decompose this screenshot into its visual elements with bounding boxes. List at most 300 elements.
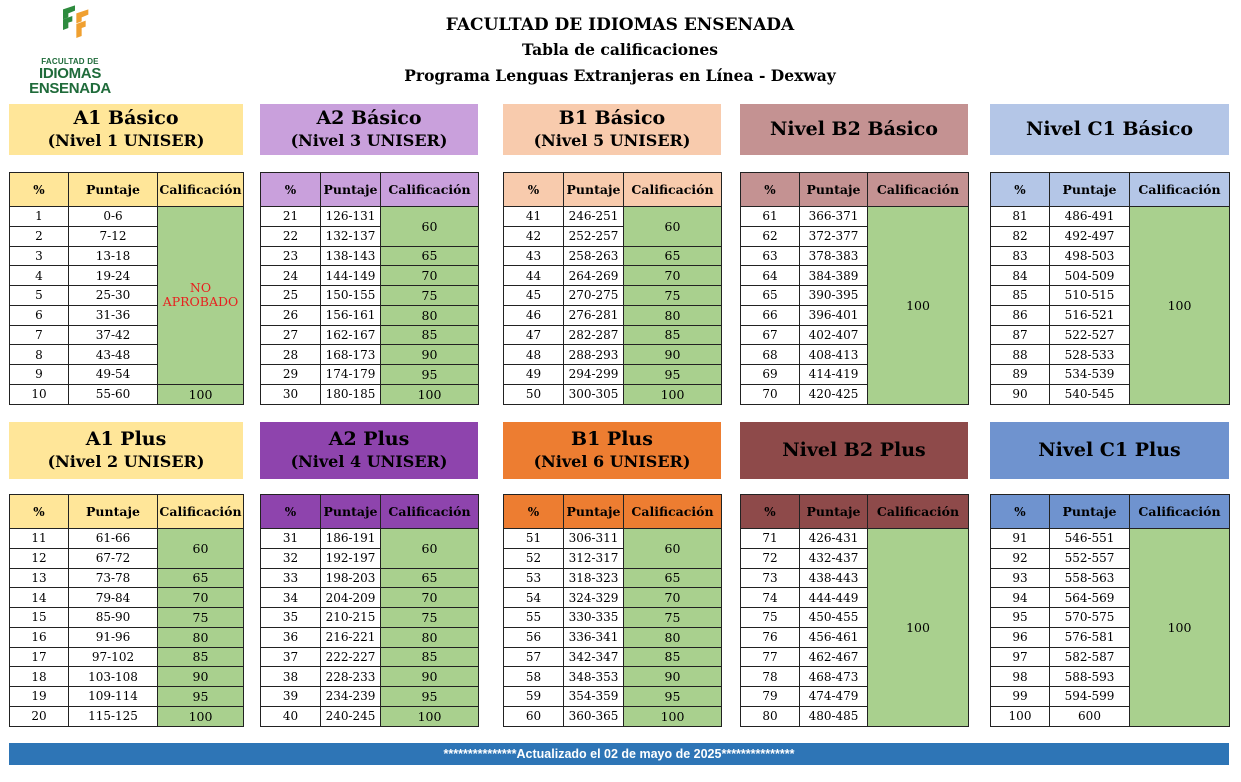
table-header-row [741,495,969,529]
percent-cell: 34 [261,588,321,608]
percent-cell: 49 [504,365,564,385]
percent-cell: 15 [10,608,69,628]
plus-level-4-grade-table [740,494,969,727]
table-row [10,647,244,667]
table-row [261,325,479,345]
percent-cell: 94 [991,588,1050,608]
table-header-row [504,173,722,207]
percent-cell: 50 [504,384,564,404]
column-header-grade: Calificación [624,495,722,529]
percent-cell: 3 [10,246,69,266]
percent-cell: 57 [504,647,564,667]
table-row [261,667,479,687]
percent-cell: 2 [10,226,69,246]
score-range-cell: 103-108 [69,667,158,687]
logo-text-line1: FACULTAD DE [41,57,99,66]
percent-cell: 26 [261,305,321,325]
grade-cell: 85 [381,647,479,667]
table-header-row [741,173,969,207]
column-header-grade: Calificación [1130,173,1230,207]
score-range-cell: 492-497 [1050,226,1130,246]
grade-cell: 65 [624,568,722,588]
score-range-cell: 109-114 [69,687,158,707]
percent-cell: 11 [10,529,69,549]
percent-cell: 43 [504,246,564,266]
plus-level-4-banner [740,422,968,479]
score-range-cell: 67-72 [69,548,158,568]
grade-cell: 95 [381,365,479,385]
percent-cell: 69 [741,365,800,385]
score-range-cell: 504-509 [1050,266,1130,286]
basic-level-3-name: B1 Básico [558,107,666,130]
column-header-score: Puntaje [69,173,158,207]
table-row [261,647,479,667]
column-header-pct: % [741,495,800,529]
table-row [741,207,969,227]
grade-cell: 100 [1130,529,1230,727]
score-range-cell: 402-407 [800,325,868,345]
percent-cell: 25 [261,286,321,306]
score-range-cell: 408-413 [800,345,868,365]
grade-cell: 85 [624,325,722,345]
percent-cell: 87 [991,325,1050,345]
percent-cell: 73 [741,568,800,588]
column-header-score: Puntaje [1050,173,1130,207]
score-range-cell: 426-431 [800,529,868,549]
grade-cell: 95 [158,687,244,707]
score-range-cell: 534-539 [1050,365,1130,385]
score-range-cell: 115-125 [69,706,158,726]
score-range-cell: 222-227 [321,647,381,667]
percent-cell: 33 [261,568,321,588]
percent-cell: 76 [741,627,800,647]
score-range-cell: 132-137 [321,226,381,246]
table-row [10,207,244,227]
percent-cell: 100 [991,706,1050,726]
score-range-cell: 37-42 [69,325,158,345]
score-range-cell: 300-305 [564,384,624,404]
grade-cell: 75 [624,608,722,628]
score-range-cell: 25-30 [69,286,158,306]
score-range-cell: 546-551 [1050,529,1130,549]
percent-cell: 53 [504,568,564,588]
grade-cell: 80 [158,627,244,647]
faculty-logo-icon [18,4,128,64]
plus-level-5-name: Nivel C1 Plus [1038,438,1181,461]
percent-cell: 12 [10,548,69,568]
score-range-cell: 73-78 [69,568,158,588]
percent-cell: 21 [261,207,321,227]
score-range-cell: 162-167 [321,325,381,345]
score-range-cell: 138-143 [321,246,381,266]
grade-cell: 80 [381,627,479,647]
not-passed-grade-cell: NO APROBADO [158,207,244,385]
percent-cell: 67 [741,325,800,345]
score-range-cell: 498-503 [1050,246,1130,266]
percent-cell: 89 [991,365,1050,385]
table-header-row [504,495,722,529]
score-range-cell: 174-179 [321,365,381,385]
plus-level-2-banner [260,422,478,479]
basic-level-5-grade-table [990,172,1230,405]
percent-cell: 30 [261,384,321,404]
score-range-cell: 264-269 [564,266,624,286]
score-range-cell: 216-221 [321,627,381,647]
table-row [10,529,244,549]
percent-cell: 61 [741,207,800,227]
percent-cell: 82 [991,226,1050,246]
basic-level-5-name: Nivel C1 Básico [1025,117,1194,140]
column-header-score: Puntaje [564,173,624,207]
column-header-pct: % [504,173,564,207]
table-row [504,345,722,365]
score-range-cell: 486-491 [1050,207,1130,227]
score-range-cell: 91-96 [69,627,158,647]
plus-level-3-subtitle: (Nivel 6 UNISER) [533,452,691,472]
percent-cell: 45 [504,286,564,306]
column-header-pct: % [991,173,1050,207]
percent-cell: 54 [504,588,564,608]
table-header-row [991,173,1230,207]
grade-cell: 100 [381,706,479,726]
score-range-cell: 204-209 [321,588,381,608]
table-row [261,529,479,549]
score-range-cell: 306-311 [564,529,624,549]
score-range-cell: 540-545 [1050,384,1130,404]
grade-cell: 80 [624,305,722,325]
score-range-cell: 570-575 [1050,608,1130,628]
score-range-cell: 282-287 [564,325,624,345]
score-range-cell: 600 [1050,706,1130,726]
percent-cell: 5 [10,286,69,306]
plus-level-2-subtitle: (Nivel 4 UNISER) [290,452,448,472]
percent-cell: 44 [504,266,564,286]
grade-cell: 100 [1130,207,1230,405]
basic-level-1-banner [9,104,243,155]
score-range-cell: 234-239 [321,687,381,707]
table-header-row [261,173,479,207]
table-row [10,384,244,404]
column-header-pct: % [991,495,1050,529]
column-header-pct: % [10,173,69,207]
grade-cell: 85 [381,325,479,345]
grade-cell: 90 [624,345,722,365]
column-header-score: Puntaje [800,173,868,207]
table-row [261,627,479,647]
page-title: FACULTAD DE IDIOMAS ENSENADA [445,15,795,35]
percent-cell: 37 [261,647,321,667]
table-header-row [991,495,1230,529]
table-row [504,266,722,286]
score-range-cell: 474-479 [800,687,868,707]
table-row [10,667,244,687]
score-range-cell: 438-443 [800,568,868,588]
percent-cell: 6 [10,305,69,325]
grade-cell: 100 [624,706,722,726]
score-range-cell: 384-389 [800,266,868,286]
percent-cell: 55 [504,608,564,628]
score-range-cell: 294-299 [564,365,624,385]
percent-cell: 64 [741,266,800,286]
table-row [261,608,479,628]
percent-cell: 70 [741,384,800,404]
score-range-cell: 19-24 [69,266,158,286]
score-range-cell: 420-425 [800,384,868,404]
percent-cell: 52 [504,548,564,568]
table-row [504,529,722,549]
percent-cell: 97 [991,647,1050,667]
score-range-cell: 468-473 [800,667,868,687]
table-row [261,687,479,707]
percent-cell: 32 [261,548,321,568]
percent-cell: 79 [741,687,800,707]
percent-cell: 92 [991,548,1050,568]
score-range-cell: 444-449 [800,588,868,608]
plus-level-2-name: A2 Plus [328,428,410,451]
column-header-grade: Calificación [868,495,969,529]
column-header-score: Puntaje [321,495,381,529]
table-row [261,384,479,404]
grade-cell: 70 [381,588,479,608]
percent-cell: 72 [741,548,800,568]
column-header-score: Puntaje [564,495,624,529]
score-range-cell: 79-84 [69,588,158,608]
table-row [10,706,244,726]
score-range-cell: 186-191 [321,529,381,549]
grade-cell: 75 [381,286,479,306]
grade-cell: 65 [381,568,479,588]
percent-cell: 18 [10,667,69,687]
grade-cell: 90 [381,345,479,365]
percent-cell: 7 [10,325,69,345]
percent-cell: 23 [261,246,321,266]
grade-cell: 100 [158,706,244,726]
score-range-cell: 252-257 [564,226,624,246]
table-row [504,706,722,726]
score-range-cell: 258-263 [564,246,624,266]
score-range-cell: 180-185 [321,384,381,404]
table-row [504,384,722,404]
percent-cell: 88 [991,345,1050,365]
grade-cell: 100 [624,384,722,404]
score-range-cell: 144-149 [321,266,381,286]
percent-cell: 65 [741,286,800,306]
table-header-row [10,173,244,207]
percent-cell: 1 [10,207,69,227]
percent-cell: 8 [10,345,69,365]
score-range-cell: 354-359 [564,687,624,707]
percent-cell: 62 [741,226,800,246]
table-row [10,568,244,588]
score-range-cell: 336-341 [564,627,624,647]
percent-cell: 35 [261,608,321,628]
percent-cell: 86 [991,305,1050,325]
score-range-cell: 126-131 [321,207,381,227]
score-range-cell: 288-293 [564,345,624,365]
percent-cell: 27 [261,325,321,345]
basic-level-1-subtitle: (Nivel 1 UNISER) [47,131,205,151]
grade-cell: 95 [624,687,722,707]
score-range-cell: 552-557 [1050,548,1130,568]
table-row [261,305,479,325]
score-range-cell: 558-563 [1050,568,1130,588]
percent-cell: 31 [261,529,321,549]
score-range-cell: 61-66 [69,529,158,549]
percent-cell: 42 [504,226,564,246]
table-row [10,687,244,707]
basic-level-2-grade-table [260,172,479,405]
score-range-cell: 0-6 [69,207,158,227]
score-range-cell: 522-527 [1050,325,1130,345]
column-header-grade: Calificación [158,495,244,529]
percent-cell: 20 [10,706,69,726]
score-range-cell: 480-485 [800,706,868,726]
score-range-cell: 240-245 [321,706,381,726]
grade-cell: 95 [381,687,479,707]
percent-cell: 83 [991,246,1050,266]
percent-cell: 93 [991,568,1050,588]
percent-cell: 85 [991,286,1050,306]
table-row [504,608,722,628]
plus-level-4-name: Nivel B2 Plus [782,438,926,461]
plus-level-2-grade-table [260,494,479,727]
score-range-cell: 85-90 [69,608,158,628]
grade-cell: 60 [381,529,479,569]
percent-cell: 63 [741,246,800,266]
grade-cell: 60 [381,207,479,247]
grade-cell: 100 [381,384,479,404]
basic-level-3-subtitle: (Nivel 5 UNISER) [533,131,691,151]
score-range-cell: 516-521 [1050,305,1130,325]
score-range-cell: 318-323 [564,568,624,588]
basic-level-2-subtitle: (Nivel 3 UNISER) [290,131,448,151]
percent-cell: 29 [261,365,321,385]
score-range-cell: 588-593 [1050,667,1130,687]
percent-cell: 99 [991,687,1050,707]
grade-cell: 65 [624,246,722,266]
grade-cell: 100 [158,384,244,404]
grade-cell: 80 [381,305,479,325]
score-range-cell: 13-18 [69,246,158,266]
percent-cell: 84 [991,266,1050,286]
percent-cell: 77 [741,647,800,667]
grade-cell: 75 [158,608,244,628]
table-row [10,627,244,647]
grade-cell: 100 [868,207,969,405]
grade-cell: 60 [624,207,722,247]
percent-cell: 90 [991,384,1050,404]
percent-cell: 46 [504,305,564,325]
score-range-cell: 330-335 [564,608,624,628]
score-range-cell: 270-275 [564,286,624,306]
grade-cell: 60 [624,529,722,569]
percent-cell: 80 [741,706,800,726]
score-range-cell: 49-54 [69,365,158,385]
percent-cell: 75 [741,608,800,628]
basic-level-2-banner [260,104,478,155]
percent-cell: 71 [741,529,800,549]
plus-level-3-grade-table [503,494,722,727]
column-header-pct: % [261,173,321,207]
percent-cell: 40 [261,706,321,726]
score-range-cell: 55-60 [69,384,158,404]
column-header-score: Puntaje [69,495,158,529]
column-header-grade: Calificación [868,173,969,207]
percent-cell: 36 [261,627,321,647]
column-header-score: Puntaje [321,173,381,207]
plus-level-3-banner [503,422,721,479]
percent-cell: 39 [261,687,321,707]
percent-cell: 41 [504,207,564,227]
table-row [504,588,722,608]
score-range-cell: 576-581 [1050,627,1130,647]
score-range-cell: 31-36 [69,305,158,325]
score-range-cell: 432-437 [800,548,868,568]
basic-level-1-name: A1 Básico [73,107,179,130]
percent-cell: 78 [741,667,800,687]
plus-level-1-subtitle: (Nivel 2 UNISER) [47,452,205,472]
plus-level-1-banner [9,422,243,479]
score-range-cell: 312-317 [564,548,624,568]
grade-cell: 75 [381,608,479,628]
table-row [504,365,722,385]
percent-cell: 68 [741,345,800,365]
column-header-grade: Calificación [624,173,722,207]
table-row [261,588,479,608]
column-header-grade: Calificación [381,173,479,207]
basic-level-1-grade-table [9,172,244,405]
grade-cell: 70 [381,266,479,286]
grade-cell: 70 [624,588,722,608]
percent-cell: 91 [991,529,1050,549]
percent-cell: 19 [10,687,69,707]
percent-cell: 60 [504,706,564,726]
table-row [991,207,1230,227]
updated-banner: ***************Actualizado el 02 de mayo de 2025*************** [9,743,1229,765]
percent-cell: 28 [261,345,321,365]
score-range-cell: 450-455 [800,608,868,628]
percent-cell: 66 [741,305,800,325]
score-range-cell: 156-161 [321,305,381,325]
table-row [504,568,722,588]
column-header-score: Puntaje [800,495,868,529]
column-header-pct: % [504,495,564,529]
score-range-cell: 594-599 [1050,687,1130,707]
percent-cell: 74 [741,588,800,608]
grade-cell: 85 [158,647,244,667]
grade-cell: 60 [158,529,244,569]
table-header-row [261,495,479,529]
plus-level-5-grade-table [990,494,1230,727]
percent-cell: 51 [504,529,564,549]
score-range-cell: 564-569 [1050,588,1130,608]
table-row [504,246,722,266]
table-row [504,647,722,667]
basic-level-4-banner [740,104,968,155]
basic-level-3-banner [503,104,721,155]
score-range-cell: 150-155 [321,286,381,306]
table-row [261,266,479,286]
grade-cell: 75 [624,286,722,306]
score-range-cell: 43-48 [69,345,158,365]
score-range-cell: 396-401 [800,305,868,325]
grade-cell: 65 [381,246,479,266]
percent-cell: 10 [10,384,69,404]
table-row [504,627,722,647]
score-range-cell: 324-329 [564,588,624,608]
table-row [504,207,722,227]
table-row [261,706,479,726]
